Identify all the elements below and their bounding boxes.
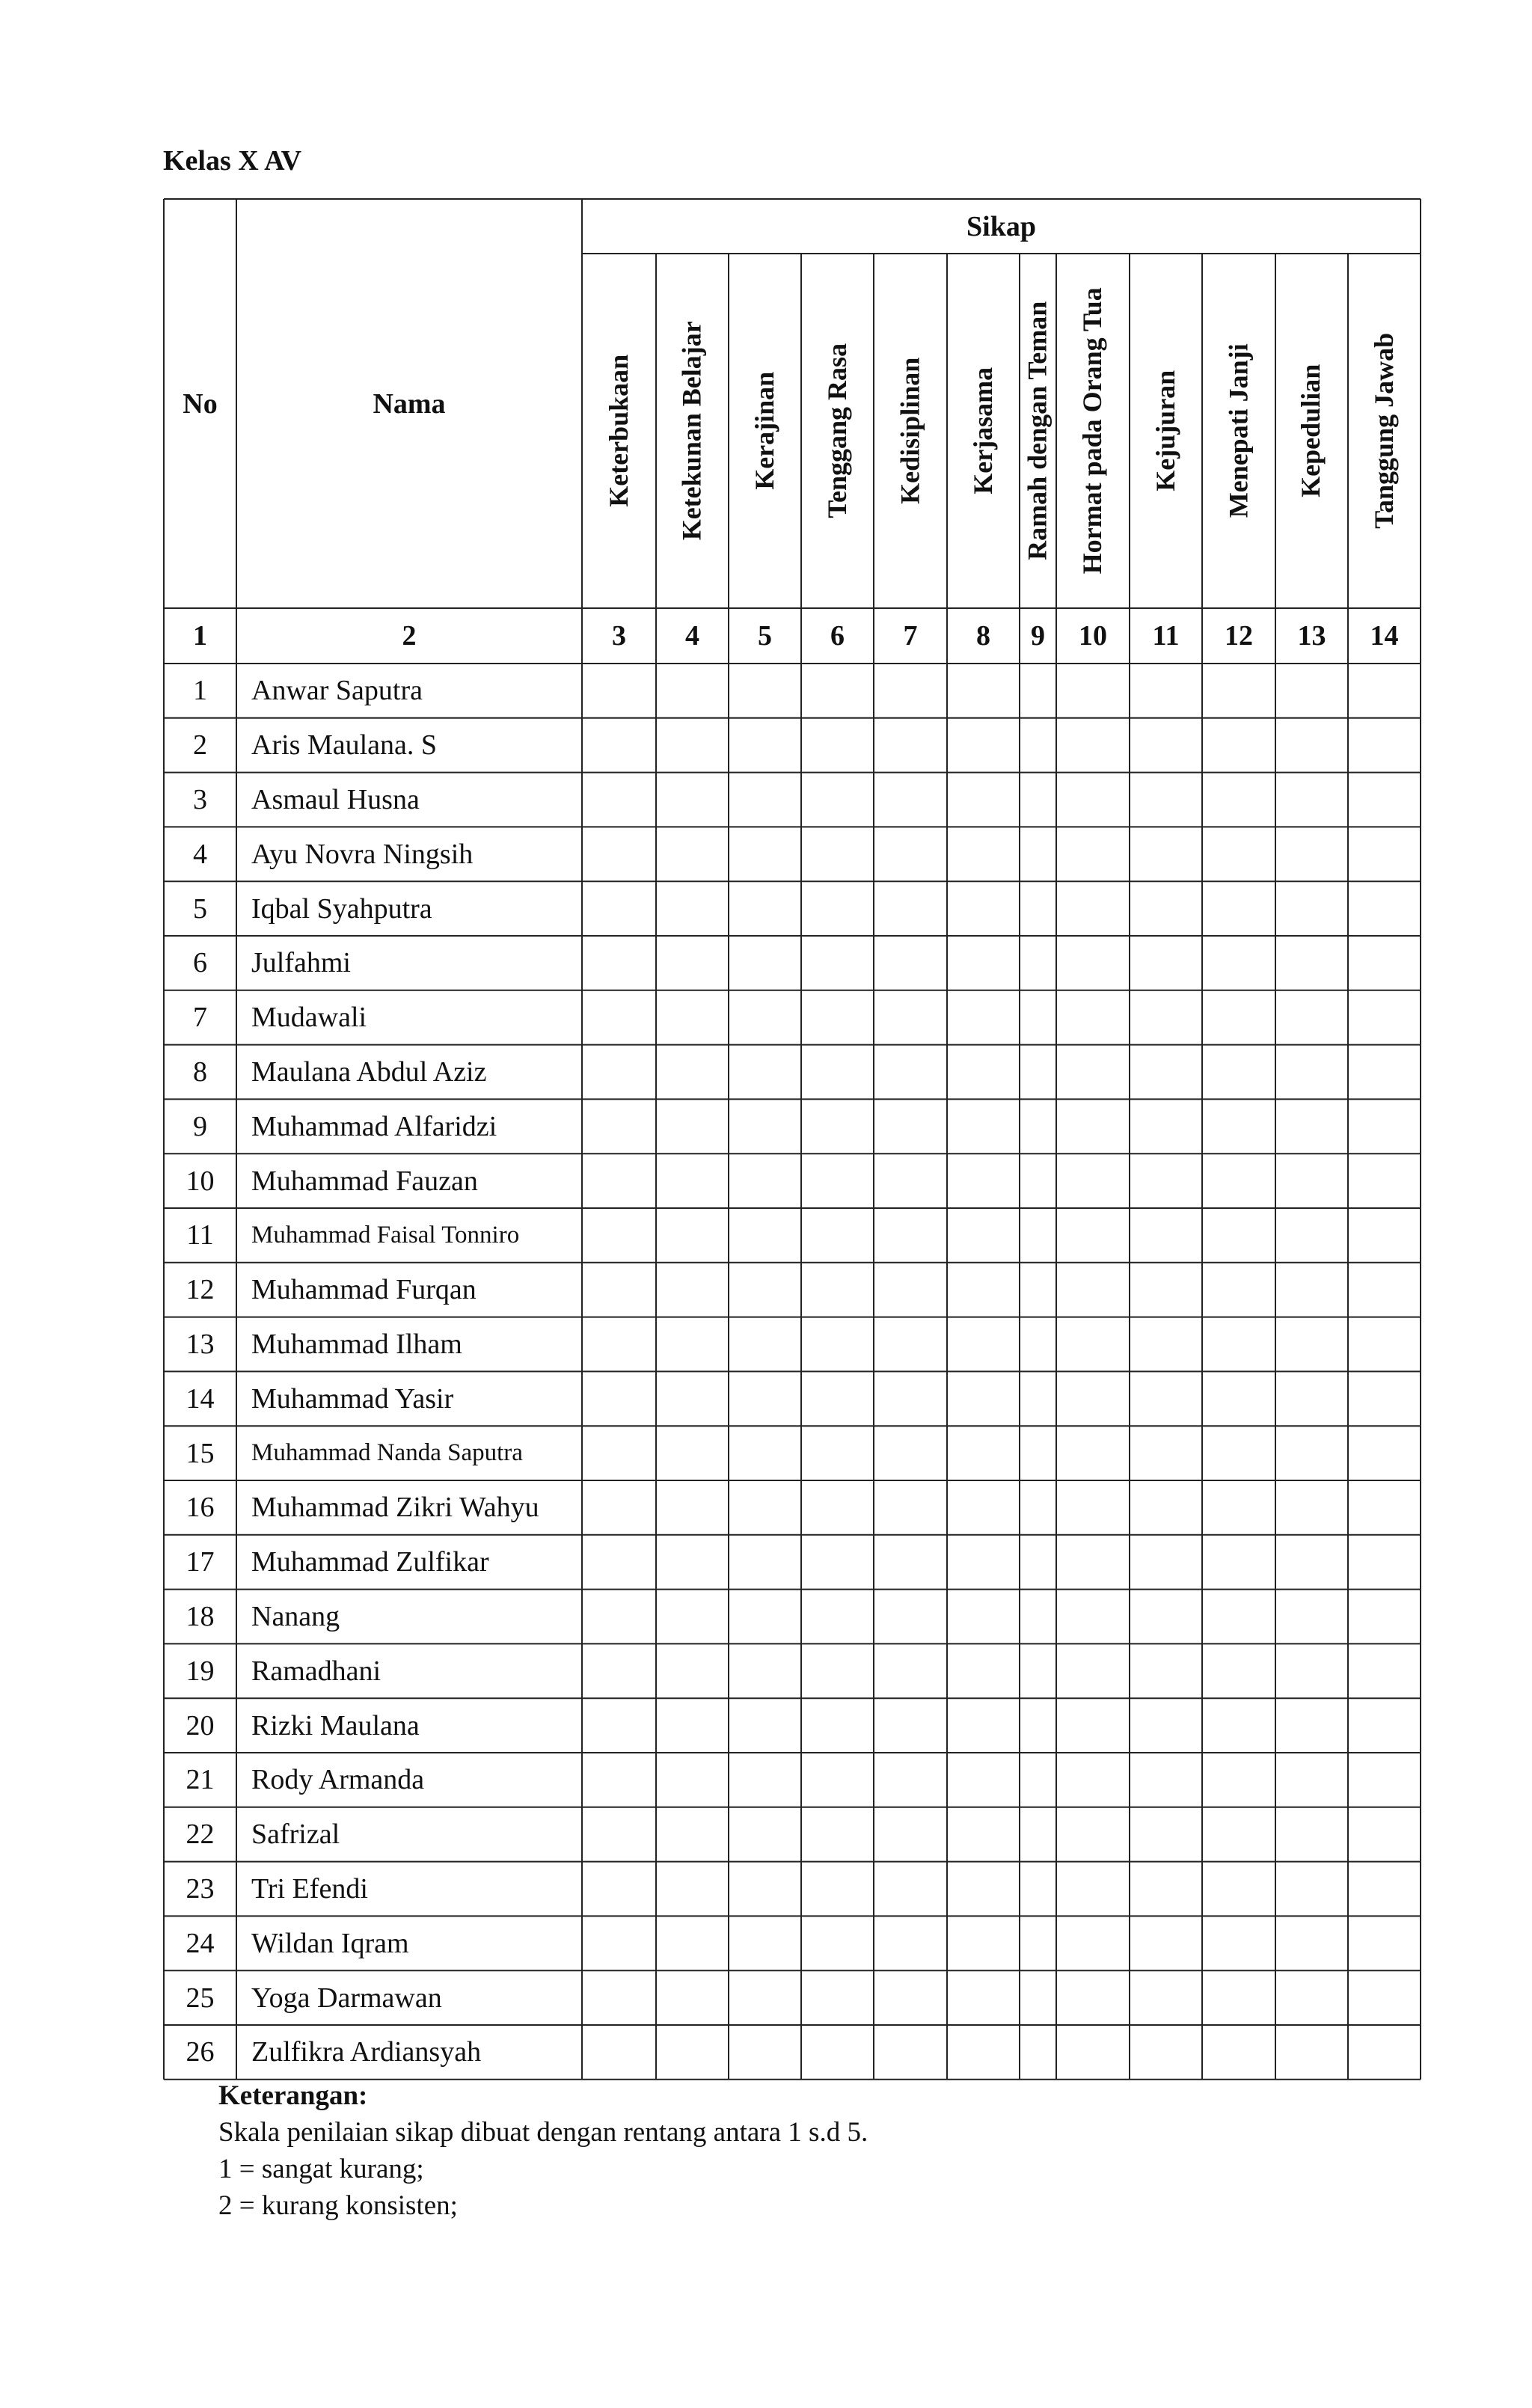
student-name: Muhammad Yasir: [251, 1382, 454, 1415]
header-attribute: [1275, 254, 1348, 608]
student-name: Muhammad Fauzan: [251, 1165, 478, 1197]
student-name: Muhammad Nanda Saputra: [251, 1439, 523, 1467]
header-attribute-label: Tenggang Rasa: [821, 343, 852, 518]
row-number: 19: [186, 1655, 215, 1687]
row-number: 9: [193, 1110, 207, 1142]
student-name: Rody Armanda: [251, 1764, 425, 1796]
row-number: 14: [186, 1382, 215, 1415]
student-name: Muhammad Zulfikar: [251, 1546, 489, 1578]
index-cell: 6: [830, 620, 845, 652]
header-attribute-label: Tanggung Jawab: [1368, 333, 1399, 529]
row-number: 23: [186, 1872, 215, 1905]
index-cell: 14: [1370, 620, 1399, 652]
header-attribute: [656, 254, 729, 608]
row-number: 24: [186, 1927, 215, 1959]
header-attribute-label: Kerjasama: [967, 367, 998, 494]
student-name: Wildan Iqram: [251, 1927, 409, 1959]
row-number: 5: [193, 892, 207, 925]
student-name: Julfahmi: [251, 947, 351, 979]
student-name: Anwar Saputra: [251, 675, 423, 707]
index-cell: 4: [685, 620, 699, 652]
row-number: 21: [186, 1764, 215, 1796]
row-number: 2: [193, 729, 207, 762]
student-name: Nanang: [251, 1600, 340, 1632]
header-sikap: Sikap: [966, 210, 1036, 242]
index-cell: 7: [903, 620, 918, 652]
header-attribute-label: Ramah dengan Teman: [1022, 301, 1053, 561]
row-number: 1: [193, 675, 207, 707]
index-cell: 11: [1152, 620, 1180, 652]
row-number: 16: [186, 1492, 215, 1524]
header-attribute: [729, 254, 801, 608]
header-attribute-label: Kejujuran: [1150, 370, 1180, 491]
header-attribute-label: Ketekunan Belajar: [676, 321, 707, 541]
header-attribute-label: Menepati Janji: [1223, 343, 1254, 518]
header-no: No: [183, 387, 218, 420]
student-name: Tri Efendi: [251, 1872, 368, 1905]
header-attribute-label: Kepedulian: [1296, 364, 1326, 498]
student-name: Safrizal: [251, 1819, 340, 1851]
row-number: 11: [186, 1219, 214, 1252]
index-cell: 1: [193, 620, 207, 652]
header-attribute: [947, 254, 1020, 608]
notes-line: 2 = kurang konsisten;: [218, 2190, 458, 2221]
header-attribute: [874, 254, 947, 608]
index-cell: 5: [758, 620, 772, 652]
row-number: 6: [193, 947, 207, 979]
index-cell: 9: [1031, 620, 1045, 652]
header-attribute-label: Kerajinan: [749, 372, 779, 490]
row-number: 7: [193, 1002, 207, 1034]
index-cell: 12: [1225, 620, 1253, 652]
notes-line: Skala penilaian sikap dibuat dengan rentang antara 1 s.d 5.: [218, 2117, 868, 2148]
row-number: 18: [186, 1600, 215, 1632]
index-cell: 10: [1079, 620, 1107, 652]
header-attribute: [1130, 254, 1202, 608]
row-number: 15: [186, 1437, 215, 1469]
notes-heading: Keterangan:: [218, 2080, 368, 2111]
student-name: Zulfikra Ardiansyah: [251, 2036, 482, 2068]
index-cell: 13: [1297, 620, 1326, 652]
header-attribute: [1056, 254, 1130, 608]
row-number: 25: [186, 1982, 215, 2014]
notes-line: 1 = sangat kurang;: [218, 2154, 424, 2184]
row-number: 10: [186, 1165, 215, 1197]
student-name: Rizki Maulana: [251, 1709, 420, 1741]
row-number: 26: [186, 2036, 215, 2068]
header-attribute: [1348, 254, 1421, 608]
header-attribute: [1202, 254, 1275, 608]
student-name: Muhammad Zikri Wahyu: [251, 1492, 539, 1524]
student-name: Aris Maulana. S: [251, 729, 438, 762]
row-number: 8: [193, 1056, 207, 1088]
student-name: Muhammad Furqan: [251, 1274, 477, 1306]
header-attribute: [801, 254, 874, 608]
row-number: 17: [186, 1546, 215, 1578]
student-name: Ayu Novra Ningsih: [251, 838, 474, 870]
row-number: 22: [186, 1819, 215, 1851]
row-number: 20: [186, 1709, 215, 1741]
student-name: Maulana Abdul Aziz: [251, 1056, 487, 1088]
header-nama: Nama: [373, 387, 446, 420]
index-cell: 8: [976, 620, 990, 652]
student-name: Muhammad Alfaridzi: [251, 1110, 497, 1142]
header-attribute: [1020, 254, 1056, 608]
row-number: 12: [186, 1274, 215, 1306]
row-number: 3: [193, 783, 207, 815]
row-number: 4: [193, 838, 207, 870]
student-name: Mudawali: [251, 1002, 367, 1034]
student-name: Yoga Darmawan: [251, 1982, 442, 2014]
page-title: Kelas X AV: [163, 145, 302, 177]
header-attribute-label: Hormat pada Orang Tua: [1077, 287, 1108, 575]
notes-section: [218, 2077, 868, 2224]
index-cell: 2: [402, 620, 417, 652]
index-cell: 3: [612, 620, 626, 652]
header-attribute: [582, 254, 656, 608]
student-name: Iqbal Syahputra: [251, 892, 432, 925]
student-name: Muhammad Ilham: [251, 1328, 462, 1360]
header-attribute-label: Keterbukaan: [603, 354, 634, 508]
student-name: Muhammad Faisal Tonniro: [251, 1221, 520, 1249]
student-name: Asmaul Husna: [251, 783, 420, 815]
row-number: 13: [186, 1328, 215, 1360]
student-name: Ramadhani: [251, 1655, 382, 1687]
header-attribute-label: Kedisiplinan: [895, 357, 925, 505]
